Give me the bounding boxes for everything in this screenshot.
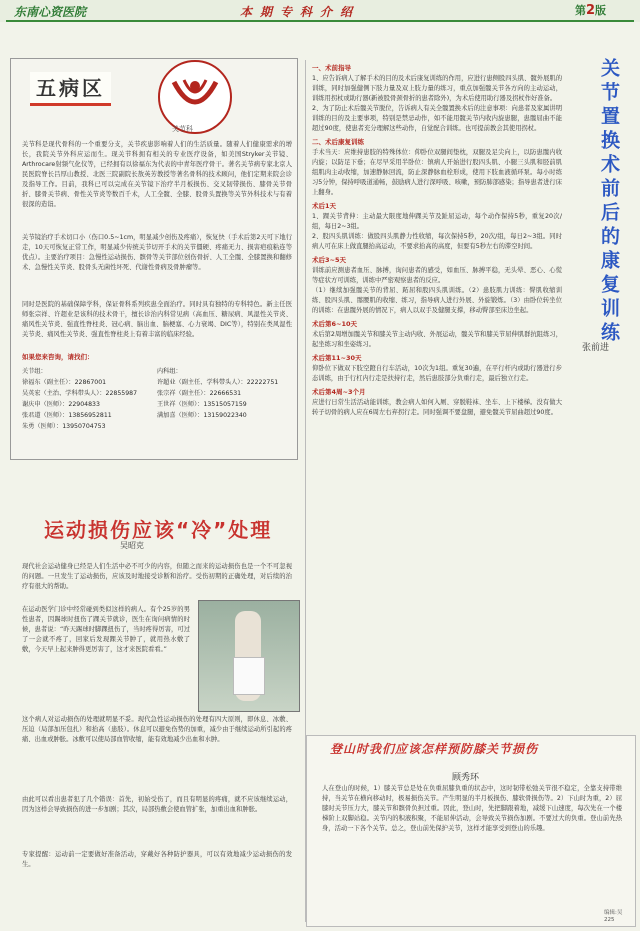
joint-logo-icon (160, 62, 230, 132)
rehab-paragraph: 2、为了防止术后髋关节脱位，告诉病人有关全髋置换术后的注意事项：向患者及家属讲明训练的目的及主要事项，特别是禁忌动作，如不能用髋关节内收内旋患腿，患髋屈曲不能超过90度，使患者充分理解这些动作，自觉配合训练。也可提前教会其使用拐杖。 (312, 105, 562, 132)
hospital-name: 东南心资医院 (14, 5, 87, 19)
sports-injury-author: 吴昭克 (120, 541, 144, 550)
rehab-paragraph: 1、应告诉病人了解手术的目的及术后康复训练的作用，应进行患侧股四头肌、髋外展肌的训练，同时加强健侧下肢力量及双上肢力量的练习，重点加强髋关节各方向的主动运动，训练用拐杖或助行器(新被股骨颈骨折的患者除外)，为术后使用助行器及拐杖作好准备。 (312, 75, 562, 102)
department-intro: 关节科是现代骨科的一个重要分支，关节疾患影响着人们的生活质量。随着人们健康需求的增长，我院关节外科应运而生。现关节科拥有相关的专业医疗设备，如美国Stryker关节镜、Arthrocare射频气化仪等，已经拥有以徐福东为代表的中青年医疗骨干。著名关节病专家北京人民医院脊长吕厚山教授、北医三院副院长敖英芳教授等著名骨科的技术顾问，他们定期来院会诊及指导工作。目前，我科已可以完成在关节镜下治疗半月板损伤、交叉韧带损伤、膝骨关节骨折、膝骨关节病、骨性关节炎等数百千术，人工全髋、全膝、股骨头置换等关节外科技术与有着很深的造诣。 (22, 141, 292, 208)
sports-paragraph: 专家提醒：运动前一定要做好准备活动，穿戴好各种防护器具，可以有效地减少运动损伤的发生。 (22, 851, 292, 868)
sports-paragraph: 在运动医学门诊中经常碰到类似这样的病人。有个25岁的男性患者，因踢球时扭伤了踝关节就诊，医生在询问病情的时候，患者说：“昨天踢球时脚踝扭伤了，当时疼得厉害，可过了一会就不疼了，回家后发现踝关节肿了，就用热水敷了敷，今天早上起来肿得更厉害了，这才来医院看看。” (22, 606, 190, 653)
rehab-section-heading: 术后第6~10天 (312, 320, 358, 328)
rehab-section-heading: 术后1天 (312, 202, 337, 210)
sports-paragraph: 现代社会运动健身已经是人们生活中必不可少的内容，但随之而来的运动损伤也是一个不可忽视的问题。一旦发生了运动损伤，应该及时地接受诊断和治疗。受伤初期的正确处理，对后续的治疗有很大的帮助。 (22, 563, 292, 590)
cast-shape (233, 657, 265, 695)
rehab-paragraph: 2、股四头肌训练：做股四头肌静力性收缩，每次保持5秒，20次/组，每日2~3组。同时病人可在床上做直腿抬高运动，不要求抬高的高度，但要有5秒左右的滞空时间。 (312, 233, 562, 250)
rehab-paragraph: （1）继续加强髋关节的背屈、跖屈和股四头肌训练。（2）患肢肌力训练：臀肌收缩训练、股四头肌、髂腰肌的收缩、练习，指导病人进行外展、外旋锻炼。（3）由卧位转坐位的训练：在患髋外展的情况下，病人以双手及健腿支撑，移动臀部至床边坐起。 (312, 287, 562, 314)
issue-section-title: 本期专科介绍 (240, 5, 361, 19)
rehab-section-heading: 术后3~5天 (312, 256, 346, 264)
logo-caption: 关节科 (172, 125, 193, 133)
rehab-section-heading: 二、术后康复训练 (312, 138, 364, 146)
mountain-author: 顾秀环 (452, 773, 480, 783)
rehab-article-body (312, 60, 562, 418)
sports-paragraph: 这个病人对运动损伤的处理就明显不妥。现代急性运动损伤的处理有四大原则，即休息、冰敷、压迫（局部加压包扎）和抬高（患肢）。休息可以避免伤势的加重，减少由于继续运动所引起的疼痛、出血或肿胀。冰敷可以使局部血管收缩，能有效地减少出血和水肿。 (22, 716, 292, 743)
page-num: 2 (586, 3, 596, 18)
rehab-paragraph: 训练前应测患者血压、脉搏，询问患者的感受，如血压、脉搏平稳，无头晕、恶心、心慌等症状方可训练，训练中严密观察患者的反应。 (312, 267, 562, 284)
rehab-title: 关节置换术前后的康复训练 (598, 58, 620, 346)
mountain-title: 登山时我们应该怎样预防膝关节损伤 (330, 742, 539, 756)
page-number (575, 2, 606, 18)
department-internal-medicine: 同时是医院的基础保障学科，保证骨科系列疾患全面治疗。同时具有独特的专科特色。新主任医师张宗祥、许超业是该科的技术骨干，擅长诊治内科常见病（高血压、糖尿病、风湿性关节炎、痛风性关节炎、强直性脊柱炎、冠心病、脑出血、脑梗塞、心力衰竭、DIC等），特别在类风湿性关节炎、痛风性关节炎、强直性脊柱炎上有着丰富的临床经验。 (22, 301, 292, 338)
rehab-paragraph: 仰卧位下做双下肢空蹬自行车活动，10次为1组。重复30遍，在平行杆内或助行器进行步态训练，由于行杠内行走是扶持行走，然后患肢部分负重行走，最后独立行走。 (312, 365, 562, 382)
header-divider (6, 20, 634, 22)
contact-row: 谢庆申（医师）：22904833 王世祥（医师）：13515057159 (22, 401, 247, 408)
rehab-section-heading: 术后第4周~3个月 (312, 388, 366, 396)
page-prefix: 第 (575, 4, 586, 17)
rehab-paragraph: 1、踝关节背伸：主动最大限度地伸踝关节及趾屈运动，每个动作保持5秒，重复20次/组，每日2~3组。 (312, 213, 562, 230)
contact-list (22, 366, 292, 432)
rehab-author: 张前进 (582, 343, 610, 353)
contact-row: 张君道（医师）：13856952811 满加喜（医师）：13159022340 (22, 412, 247, 419)
contact-row: 关节组： 内科组： (22, 368, 182, 375)
footer-code: 编辑:吴 225 (604, 910, 623, 923)
mountain-text: 人在登山的时候，1）膝关节总是处在负重屈膝负重的状态中，这时韧带松弛关节很不稳定，全靠支持带维持，当关节在横向移动时，极易损伤关节。产生明显的半月板损伤、膝软骨损伤等。2）下山时为重，2）屈膝时关节压力大，膝关节和髌骨负担过重。因此，登山时，先把脚跟着地，减缓下山速度，每次先在一个楼梯阶上双脚站稳。关节内的积液积聚，不能屈伸活动，会导致关节损伤加剧。不要过大的负重。登山前先热身，活动一下各个关节。总之，登山前先保护关节，这样才能享受到登山的乐趣。 (322, 785, 622, 832)
consult-label: 如果您来咨询，请找们： (22, 353, 94, 361)
leg-cast-photo (198, 600, 300, 712)
department-arthroscopy: 关节镜治疗手术切口小（伤口0.5~1cm，明显减少创伤及疼痛），恢复快（手术后第2天可下地行走，10天可恢复正常工作，明显减少传统关节切开手术的关节僵硬、疼痛无力、损害疤痕粘连等优点）。主要治疗项目：急慢性运动损伤、髌骨等关节部位创伤骨折、人工全髋、全膝置换和翻修术、急慢性关节炎、股骨头无菌性坏死、代谢性骨病及骨肿瘤等。 (22, 234, 292, 271)
page-suffix: 版 (595, 4, 607, 17)
contact-row: 朱勇（医师）：13950704753 (22, 423, 106, 430)
rehab-paragraph: 术后第2周增加髋关节和膝关节主动内收、外展运动，髋关节和膝关节屈伸肌群抗阻练习，起坐练习和坐姿练习。 (312, 331, 562, 348)
rehab-paragraph: 手术当天：应维持患肢的特殊体位：仰卧位双腿间垫枕，双腿及足尖向上，以防患髋内收内旋；以防足下垂；在尽早采用半卧位：镇病人开始进行股四头肌、小腿三头肌和胫前肌组肌肉主动收缩，加速静脉回流，防止深静脉血栓形成，使用下肢血液循环泵。每小时练习5分钟，保持呼吸道通畅，鼓励病人进行深呼吸、咳嗽，预防肺部感染；指导患者进行床上翻身。 (312, 149, 562, 196)
contact-row: 徐福东（副主任）：22867001 许超业（副主任、学科带头人）：22222751 (22, 379, 279, 386)
department-logo (158, 60, 232, 134)
sports-injury-title: 运动损伤应该“冷”处理 (44, 518, 273, 542)
rehab-paragraph: 应进行日常生活活动能训练，教会病人如何入厕、穿脱鞋袜、坐车、上下楼梯。没有做大转子切骨的病人应在6周左右弃拐行走。同时强调不要盘腿，避免髋关节屈曲超过90度。 (312, 399, 562, 416)
department-title: 五病区 (30, 72, 111, 106)
sports-paragraph: 由此可以看出患者犯了几个错误：首先，初始受伤了，而且有明显的疼痛，就不应该继续运动，因为这样会导致损伤的进一步加剧；其次，局部热敷会使血管扩张，加重出血和肿胀。 (22, 796, 292, 813)
contact-row: 吴英宏（主治、学科带头人）：22855987 张宗祥（副主任）：22666531 (22, 390, 242, 397)
rehab-section-heading: 一、术前指导 (312, 64, 351, 72)
rehab-section-heading: 术后第11~30天 (312, 354, 362, 362)
